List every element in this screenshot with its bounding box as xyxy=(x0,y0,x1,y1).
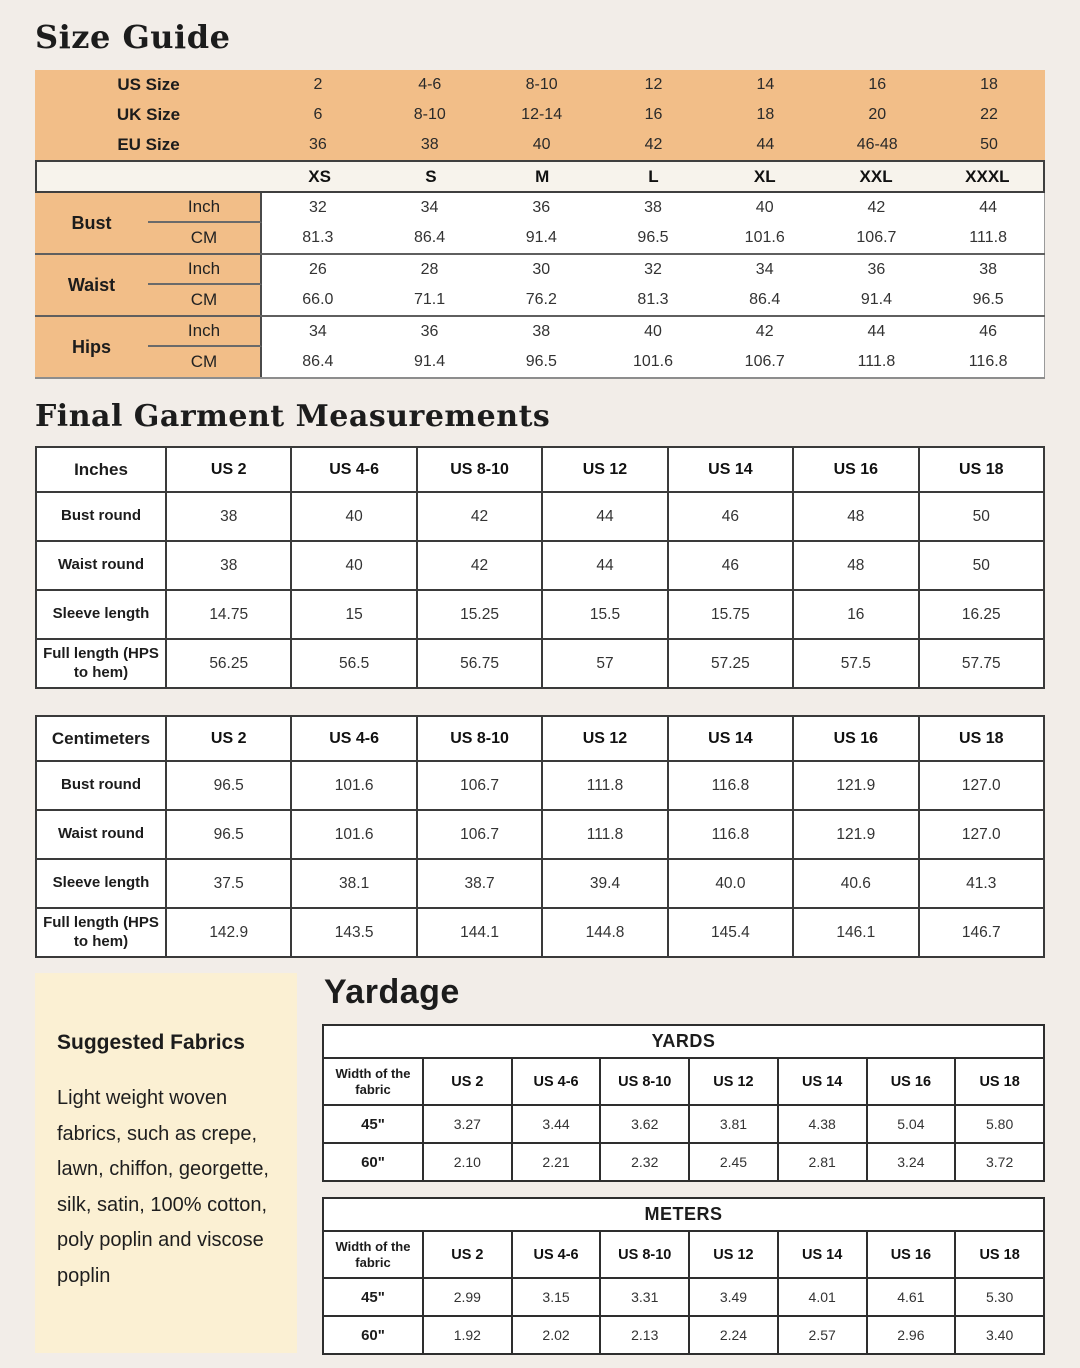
row-label: US Size xyxy=(117,75,180,94)
table-cell: 2.96 xyxy=(867,1316,956,1354)
row-label: EU Size xyxy=(117,135,180,154)
table-cell: 46 xyxy=(668,541,793,590)
table-cell: US 12 xyxy=(689,1231,778,1278)
table-cell: US 14 xyxy=(778,1231,867,1278)
table-cell: 42 xyxy=(417,492,542,541)
table-cell: XXXL xyxy=(965,166,1010,186)
unit-label-inch: Inch xyxy=(148,193,262,223)
row-label: UK Size xyxy=(116,105,181,124)
table-cell: 121.9 xyxy=(793,761,918,810)
table-cell: XS xyxy=(308,166,331,186)
table-cell: 144.1 xyxy=(417,908,542,957)
table-cell: 143.5 xyxy=(291,908,416,957)
size-conversion-table xyxy=(35,70,1045,379)
table-cell: 3.27 xyxy=(423,1105,512,1143)
table-row xyxy=(36,590,1044,639)
table-cell: 26 xyxy=(308,261,327,278)
table-cell: 16 xyxy=(868,76,887,93)
row-label: Bust round xyxy=(36,492,166,541)
row-label: Bust round xyxy=(36,761,166,810)
table-cell: 57.75 xyxy=(919,639,1044,688)
table-cell: 50 xyxy=(980,136,998,153)
table-cell: 6 xyxy=(313,106,323,123)
table-row xyxy=(36,492,1044,541)
table-cell: US 18 xyxy=(919,716,1044,761)
cm-values-row xyxy=(262,347,1045,377)
inch-values-row xyxy=(262,255,1045,285)
table-cell: 8-10 xyxy=(413,106,446,123)
table-cell: 2.57 xyxy=(778,1316,867,1354)
table-cell: 38 xyxy=(420,136,439,153)
yardage-table-meters xyxy=(322,1197,1045,1355)
table-cell: 12-14 xyxy=(521,106,563,123)
table-cell: 38 xyxy=(166,492,291,541)
table-cell: 3.24 xyxy=(867,1143,956,1181)
row-label: 60" xyxy=(323,1143,423,1181)
table-cell: 142.9 xyxy=(166,908,291,957)
yardage-table-yards xyxy=(322,1024,1045,1182)
cm-values-row xyxy=(262,223,1045,253)
suggested-fabrics-text: Light weight woven fabrics, such as crepe, lawn, chiffon, georgette, silk, satin, 100% cotton, poly poplin and viscose poplin xyxy=(57,1087,269,1287)
table-cell: 111.8 xyxy=(542,810,667,859)
unit-label-cm: CM xyxy=(148,285,262,315)
table-cell: 2.24 xyxy=(689,1316,778,1354)
table-cell: 28 xyxy=(420,261,439,278)
measure-name: Waist xyxy=(35,255,148,315)
table-cell: 38 xyxy=(644,199,662,216)
table-caption: METERS xyxy=(323,1198,1044,1231)
table-cell: US 4-6 xyxy=(291,716,416,761)
body-measure-group-waist xyxy=(35,253,1045,315)
table-cell: 71.1 xyxy=(413,291,446,308)
table-row xyxy=(323,1143,1044,1181)
table-cell: 2.13 xyxy=(600,1316,689,1354)
table-cell: 2.45 xyxy=(689,1143,778,1181)
table-cell: 101.6 xyxy=(632,353,674,370)
table-cell: 57 xyxy=(542,639,667,688)
table-cell: 3.62 xyxy=(600,1105,689,1143)
corner-label: Width of the fabric xyxy=(323,1231,423,1278)
table-cell: 46 xyxy=(979,323,998,340)
table-cell: US 8-10 xyxy=(417,716,542,761)
table-cell: US 4-6 xyxy=(512,1231,601,1278)
table-cell: 101.6 xyxy=(744,229,785,246)
suggested-fabrics-panel xyxy=(35,973,297,1353)
table-cell: 37.5 xyxy=(166,859,291,908)
size-guide-title: Size Guide xyxy=(35,18,231,56)
inch-values-row xyxy=(262,193,1045,223)
table-row xyxy=(36,908,1044,957)
table-cell: 3.31 xyxy=(600,1278,689,1316)
table-cell: 20 xyxy=(868,106,887,123)
table-cell: 22 xyxy=(980,106,998,123)
table-cell: 111.8 xyxy=(542,761,667,810)
table-cell: US 16 xyxy=(793,447,918,492)
table-cell: 42 xyxy=(417,541,542,590)
table-cell: 96.5 xyxy=(166,761,291,810)
table-cell: 96.5 xyxy=(637,229,669,246)
measure-name: Bust xyxy=(35,193,148,253)
table-cell: 15.75 xyxy=(668,590,793,639)
table-caption-row xyxy=(323,1198,1044,1231)
table-cell: 34 xyxy=(420,199,439,216)
table-cell: 91.4 xyxy=(525,229,557,246)
table-cell: US 14 xyxy=(778,1058,867,1105)
table-cell: 40 xyxy=(291,492,416,541)
table-cell: 3.40 xyxy=(955,1316,1044,1354)
table-caption: YARDS xyxy=(323,1025,1044,1058)
table-cell: 15 xyxy=(291,590,416,639)
table-cell: US 2 xyxy=(423,1231,512,1278)
table-cell: 4.38 xyxy=(778,1105,867,1143)
table-cell: 5.30 xyxy=(955,1278,1044,1316)
table-cell: 41.3 xyxy=(919,859,1044,908)
table-cell: 8-10 xyxy=(525,76,558,93)
table-cell: US 16 xyxy=(867,1058,956,1105)
table-cell: US 8-10 xyxy=(600,1231,689,1278)
table-cell: 30 xyxy=(532,261,551,278)
table-cell: 86.4 xyxy=(302,353,334,370)
table-cell: 16 xyxy=(793,590,918,639)
table-caption-row xyxy=(323,1025,1044,1058)
table-cell: US 4-6 xyxy=(291,447,416,492)
table-cell: 40 xyxy=(532,136,551,153)
table-cell: 44 xyxy=(542,492,667,541)
table-cell: L xyxy=(648,166,659,186)
table-row xyxy=(36,810,1044,859)
table-cell: 106.7 xyxy=(856,229,897,246)
table-cell: 16 xyxy=(644,106,663,123)
table-cell: US 16 xyxy=(793,716,918,761)
table-cell: 91.4 xyxy=(860,291,892,308)
table-cell: 2.99 xyxy=(423,1278,512,1316)
size-letters-row xyxy=(35,160,1045,193)
row-label: Full length (HPS to hem) xyxy=(36,639,166,688)
table-cell: XL xyxy=(753,166,776,186)
table-cell: US 2 xyxy=(423,1058,512,1105)
body-measure-group-hips xyxy=(35,315,1045,379)
table-cell: US 16 xyxy=(867,1231,956,1278)
bottom-section xyxy=(35,973,1080,1355)
table-cell: 111.8 xyxy=(857,353,896,370)
row-label: Sleeve length xyxy=(36,590,166,639)
table-cell: 3.44 xyxy=(512,1105,601,1143)
table-cell: 36 xyxy=(867,261,886,278)
table-cell: 4.61 xyxy=(867,1278,956,1316)
table-cell: 56.75 xyxy=(417,639,542,688)
table-cell: US 8-10 xyxy=(600,1058,689,1105)
row-label: Full length (HPS to hem) xyxy=(36,908,166,957)
table-cell: US 8-10 xyxy=(417,447,542,492)
table-row-eu-size xyxy=(35,130,1045,160)
table-cell: 86.4 xyxy=(413,229,446,246)
table-cell: 2 xyxy=(313,76,323,93)
table-cell: 34 xyxy=(308,323,327,340)
table-cell: 4.01 xyxy=(778,1278,867,1316)
table-cell: 14 xyxy=(756,76,775,93)
yardage-title: Yardage xyxy=(324,973,460,1011)
table-row xyxy=(36,859,1044,908)
table-cell: 111.8 xyxy=(969,229,1007,246)
table-cell: 48 xyxy=(793,492,918,541)
table-cell: 56.25 xyxy=(166,639,291,688)
table-cell: 57.5 xyxy=(793,639,918,688)
table-cell: US 14 xyxy=(668,716,793,761)
table-header-row xyxy=(323,1231,1044,1278)
table-cell: 50 xyxy=(919,541,1044,590)
suggested-fabrics-heading: Suggested Fabrics xyxy=(57,1031,245,1054)
table-cell: 3.49 xyxy=(689,1278,778,1316)
table-cell: 14.75 xyxy=(166,590,291,639)
inch-values-row xyxy=(262,317,1045,347)
corner-label: Width of the fabric xyxy=(323,1058,423,1105)
garment-table-inches xyxy=(35,446,1045,689)
yardage-section xyxy=(322,973,1045,1355)
table-cell: 2.21 xyxy=(512,1143,601,1181)
table-row xyxy=(323,1278,1044,1316)
table-cell: 56.5 xyxy=(291,639,416,688)
table-cell: 121.9 xyxy=(793,810,918,859)
table-cell: 48 xyxy=(793,541,918,590)
table-cell: 32 xyxy=(308,199,327,216)
table-cell: 16.25 xyxy=(919,590,1044,639)
unit-label-inch: Inch xyxy=(148,255,262,285)
table-cell: 36 xyxy=(309,136,327,153)
table-cell: 76.2 xyxy=(525,291,557,308)
table-cell: US 2 xyxy=(166,447,291,492)
table-cell: US 18 xyxy=(919,447,1044,492)
table-cell: 101.6 xyxy=(291,761,416,810)
table-header-row xyxy=(323,1058,1044,1105)
table-cell: US 12 xyxy=(542,447,667,492)
unit-header: Centimeters xyxy=(36,716,166,761)
table-cell: 18 xyxy=(756,106,775,123)
table-cell: 106.7 xyxy=(417,761,542,810)
table-row xyxy=(36,541,1044,590)
table-cell: 116.8 xyxy=(668,761,793,810)
table-cell: 96.5 xyxy=(972,291,1004,308)
table-cell: 38 xyxy=(166,541,291,590)
table-header-row xyxy=(36,716,1044,761)
table-cell: 144.8 xyxy=(542,908,667,957)
table-cell: 40 xyxy=(644,323,662,340)
table-cell: 127.0 xyxy=(919,810,1044,859)
unit-header: Inches xyxy=(36,447,166,492)
unit-label-cm: CM xyxy=(148,223,262,253)
table-cell: 2.02 xyxy=(512,1316,601,1354)
table-cell: 42 xyxy=(644,136,663,153)
table-cell: XXL xyxy=(859,166,893,186)
table-cell: 39.4 xyxy=(542,859,667,908)
table-cell: 3.81 xyxy=(689,1105,778,1143)
row-label: Sleeve length xyxy=(36,859,166,908)
unit-label-inch: Inch xyxy=(148,317,262,347)
table-row xyxy=(36,761,1044,810)
table-cell: 2.10 xyxy=(423,1143,512,1181)
table-cell: 106.7 xyxy=(744,353,785,370)
table-cell: 50 xyxy=(919,492,1044,541)
table-cell: 146.7 xyxy=(919,908,1044,957)
table-row xyxy=(36,639,1044,688)
table-cell: 3.72 xyxy=(955,1143,1044,1181)
table-row-uk-size xyxy=(35,100,1045,130)
table-cell: 127.0 xyxy=(919,761,1044,810)
table-cell: 15.5 xyxy=(542,590,667,639)
table-cell: 116.8 xyxy=(668,810,793,859)
table-cell: 42 xyxy=(867,199,886,216)
table-cell: US 18 xyxy=(955,1058,1044,1105)
table-cell: 66.0 xyxy=(302,291,334,308)
table-cell: S xyxy=(425,166,437,186)
row-label: Waist round xyxy=(36,541,166,590)
table-cell: 44 xyxy=(756,136,775,153)
table-cell: 38 xyxy=(532,323,551,340)
table-cell: 12 xyxy=(644,76,663,93)
table-cell: 4-6 xyxy=(418,76,442,93)
table-cell: 2.32 xyxy=(600,1143,689,1181)
measure-name: Hips xyxy=(35,317,148,377)
row-label: 60" xyxy=(323,1316,423,1354)
table-cell: 116.8 xyxy=(968,353,1008,370)
table-cell: 34 xyxy=(755,261,774,278)
table-cell: 38.1 xyxy=(291,859,416,908)
table-cell: 42 xyxy=(755,323,774,340)
table-cell: US 12 xyxy=(542,716,667,761)
table-header-row xyxy=(36,447,1044,492)
table-cell: 36 xyxy=(532,199,551,216)
table-cell: 46-48 xyxy=(856,136,898,153)
table-cell: 145.4 xyxy=(668,908,793,957)
table-cell: 1.92 xyxy=(423,1316,512,1354)
table-cell: M xyxy=(535,166,550,186)
table-cell: 106.7 xyxy=(417,810,542,859)
garment-measurements-title: Final Garment Measurements xyxy=(35,399,551,434)
table-cell: 44 xyxy=(867,323,886,340)
table-row xyxy=(323,1105,1044,1143)
table-cell: 2.81 xyxy=(778,1143,867,1181)
table-cell: 81.3 xyxy=(637,291,669,308)
table-cell: 40 xyxy=(755,199,774,216)
table-row-us-size xyxy=(35,70,1045,100)
table-cell: 36 xyxy=(420,323,439,340)
table-cell: 15.25 xyxy=(417,590,542,639)
table-cell: 44 xyxy=(979,199,998,216)
table-cell: 44 xyxy=(542,541,667,590)
unit-label-cm: CM xyxy=(148,347,262,377)
table-cell: 40.0 xyxy=(668,859,793,908)
table-cell: 18 xyxy=(980,76,998,93)
cm-values-row xyxy=(262,285,1045,315)
garment-table-centimeters xyxy=(35,715,1045,958)
table-cell: 96.5 xyxy=(166,810,291,859)
table-cell: 5.04 xyxy=(867,1105,956,1143)
table-cell: 40 xyxy=(291,541,416,590)
table-cell: 91.4 xyxy=(413,353,446,370)
table-cell: US 4-6 xyxy=(512,1058,601,1105)
table-cell: US 18 xyxy=(955,1231,1044,1278)
table-cell: US 14 xyxy=(668,447,793,492)
table-cell: 81.3 xyxy=(302,229,334,246)
table-cell: 32 xyxy=(644,261,662,278)
table-cell: 86.4 xyxy=(749,291,781,308)
table-cell: 101.6 xyxy=(291,810,416,859)
table-cell: US 12 xyxy=(689,1058,778,1105)
row-label: 45" xyxy=(323,1105,423,1143)
table-cell: 3.15 xyxy=(512,1278,601,1316)
body-measure-group-bust xyxy=(35,193,1045,253)
table-cell: 96.5 xyxy=(525,353,557,370)
table-cell: 38.7 xyxy=(417,859,542,908)
table-cell: 38 xyxy=(979,261,998,278)
row-label: 45" xyxy=(323,1278,423,1316)
row-label: Waist round xyxy=(36,810,166,859)
table-cell: US 2 xyxy=(166,716,291,761)
table-cell: 5.80 xyxy=(955,1105,1044,1143)
table-cell: 146.1 xyxy=(793,908,918,957)
table-cell: 40.6 xyxy=(793,859,918,908)
table-cell: 46 xyxy=(668,492,793,541)
table-row xyxy=(323,1316,1044,1354)
table-cell: 57.25 xyxy=(668,639,793,688)
